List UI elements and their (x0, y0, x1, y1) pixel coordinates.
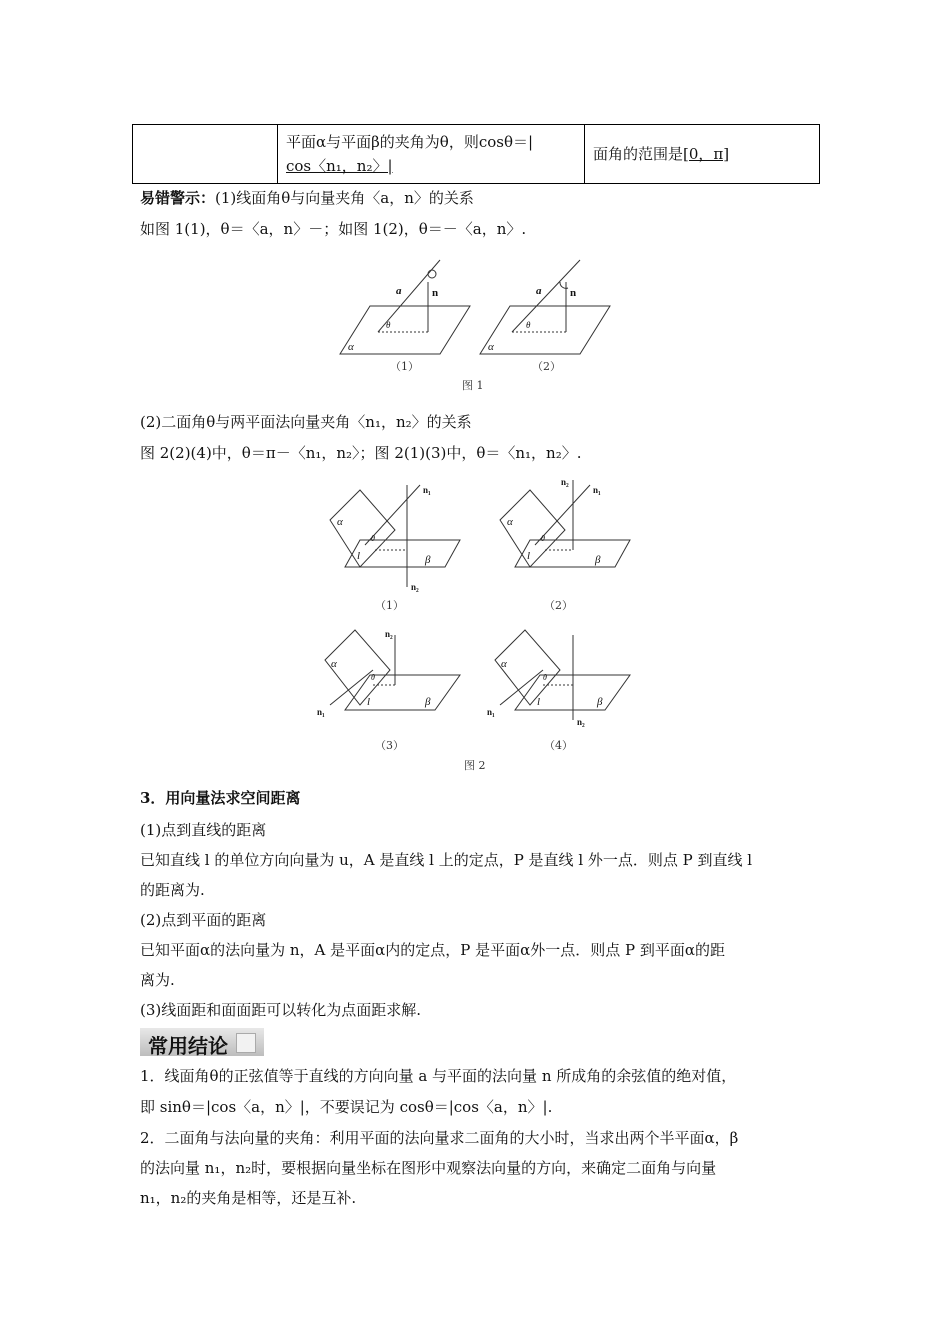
fig2-3-beta: β (425, 696, 431, 708)
figure2-caption: 图 2 (464, 759, 486, 772)
figure1-caption: 图 1 (462, 379, 484, 392)
figure2-sub3: （3） (375, 739, 404, 752)
figure1-part1 (340, 260, 470, 354)
figure2-part1 (330, 485, 460, 592)
section3-text3: (3)线面距和面面距可以转化为点面距求解. (140, 1001, 422, 1019)
fig2-4-n1: n₁ (487, 707, 495, 717)
warning-item1: (1)线面角θ与向量夹角〈a，n〉的关系 (215, 189, 474, 207)
fig2-2-n1: n₁ (593, 485, 601, 495)
fig2-2-l: l (527, 550, 531, 562)
section3-text2-line2: 离为. (140, 971, 175, 989)
section3-text2-line1: 已知平面α的法向量为 n，A 是平面α内的定点，P 是平面α外一点．则点 P 到平面α的距 (140, 941, 726, 959)
fig2-1-alpha: α (337, 516, 343, 528)
fig1-label-alpha: α (348, 341, 354, 353)
section3-sub2: (2)点到平面的距离 (140, 911, 267, 929)
fig2-2-beta: β (595, 554, 601, 566)
figure2-part4 (487, 630, 630, 727)
fig1-label-n2: n (570, 287, 577, 299)
fig2-3-alpha: α (331, 658, 337, 670)
figure1-sub2: （2） (532, 360, 561, 373)
section3-sub1: (1)点到直线的距离 (140, 821, 267, 839)
fig2-2-alpha: α (507, 516, 513, 528)
conclusions-banner-label: 常用结论 (148, 1034, 228, 1058)
warning-heading (140, 188, 474, 208)
figure2-sub2: （2） (544, 599, 573, 612)
figure1-part2 (480, 260, 610, 354)
fig2-3-theta: θ (371, 673, 375, 682)
fig2-3-n1: n₁ (317, 707, 325, 717)
summary-table (132, 124, 820, 184)
figure2-part2 (500, 477, 630, 567)
fig1-label-a2: a (536, 285, 542, 297)
banner-decoration-icon (236, 1033, 256, 1053)
fig2-3-l: l (367, 696, 371, 708)
fig2-1-n2: n₂ (411, 582, 419, 592)
warning-item1-detail: 如图 1(1)，θ＝〈a，n〉－；如图 1(2)，θ＝－〈a，n〉. (140, 220, 527, 238)
fig1-label-n: n (432, 287, 439, 299)
fig2-1-n1: n₁ (423, 485, 431, 495)
fig2-2-n2: n₂ (561, 477, 569, 487)
figure2-part3 (317, 629, 460, 717)
warning-item2: (2)二面角θ与两平面法向量夹角〈n₁，n₂〉的关系 (140, 413, 472, 431)
fig2-4-theta: θ (543, 673, 547, 682)
fig2-4-n2: n₂ (577, 717, 585, 727)
table-cell-range (585, 125, 820, 184)
figure1-sub1: （1） (390, 360, 419, 373)
figure2-sub4: （4） (544, 739, 573, 752)
conclusion2-line3: n₁，n₂的夹角是相等，还是互补. (140, 1189, 357, 1207)
warning-item2-detail: 图 2(2)(4)中，θ＝π－〈n₁，n₂〉；图 2(1)(3)中，θ＝〈n₁，n₂〉. (140, 444, 582, 462)
conclusions-banner (140, 1028, 264, 1056)
range-prefix: 面角的范围是 (593, 145, 684, 163)
conclusion2-line2: 的法向量 n₁，n₂时，要根据向量坐标在图形中观察法向量的方向，来确定二面角与向量 (140, 1159, 717, 1177)
fig2-1-l: l (357, 550, 361, 562)
fig1-label-a: a (396, 285, 402, 297)
fig2-4-beta: β (597, 696, 603, 708)
conclusion1-line2: 即 sinθ＝|cos〈a，n〉|，不要误记为 cosθ＝|cos〈a，n〉|. (140, 1098, 553, 1116)
figure2-sub1: （1） (375, 599, 404, 612)
fig2-4-l: l (537, 696, 541, 708)
section3-text1-line2: 的距离为. (140, 881, 205, 899)
formula-line1: 平面α与平面β的夹角为θ，则cosθ＝| (286, 133, 534, 151)
section3-title: 3．用向量法求空间距离 (140, 789, 301, 807)
conclusion2-line1: 2．二面角与法向量的夹角：利用平面的法向量求二面角的大小时，当求出两个半平面α，β (140, 1129, 739, 1147)
fig1-label-alpha2: α (488, 341, 494, 353)
conclusion1-line1: 1．线面角θ的正弦值等于直线的方向向量 a 与平面的法向量 n 所成角的余弦值的绝对值， (140, 1067, 737, 1085)
section3-text1-line1: 已知直线 l 的单位方向向量为 u，A 是直线 l 上的定点，P 是直线 l 外一点．则点 P 到直线 l (140, 851, 753, 869)
fig2-1-beta: β (425, 554, 431, 566)
warning-title: 易错警示： (140, 189, 216, 207)
range-value: [0，π] (683, 145, 730, 163)
fig2-1-theta: θ (371, 534, 375, 543)
fig2-2-theta: θ (541, 534, 545, 543)
table-cell-empty (133, 125, 278, 184)
formula-line2: cos〈n₁，n₂〉| (286, 157, 393, 175)
fig2-3-n2: n₂ (385, 629, 393, 639)
fig1-label-theta2: θ (526, 320, 531, 330)
fig2-4-alpha: α (501, 658, 507, 670)
table-cell-formula (278, 125, 585, 184)
fig1-label-theta: θ (386, 320, 391, 330)
figure2-diagram (315, 475, 635, 735)
